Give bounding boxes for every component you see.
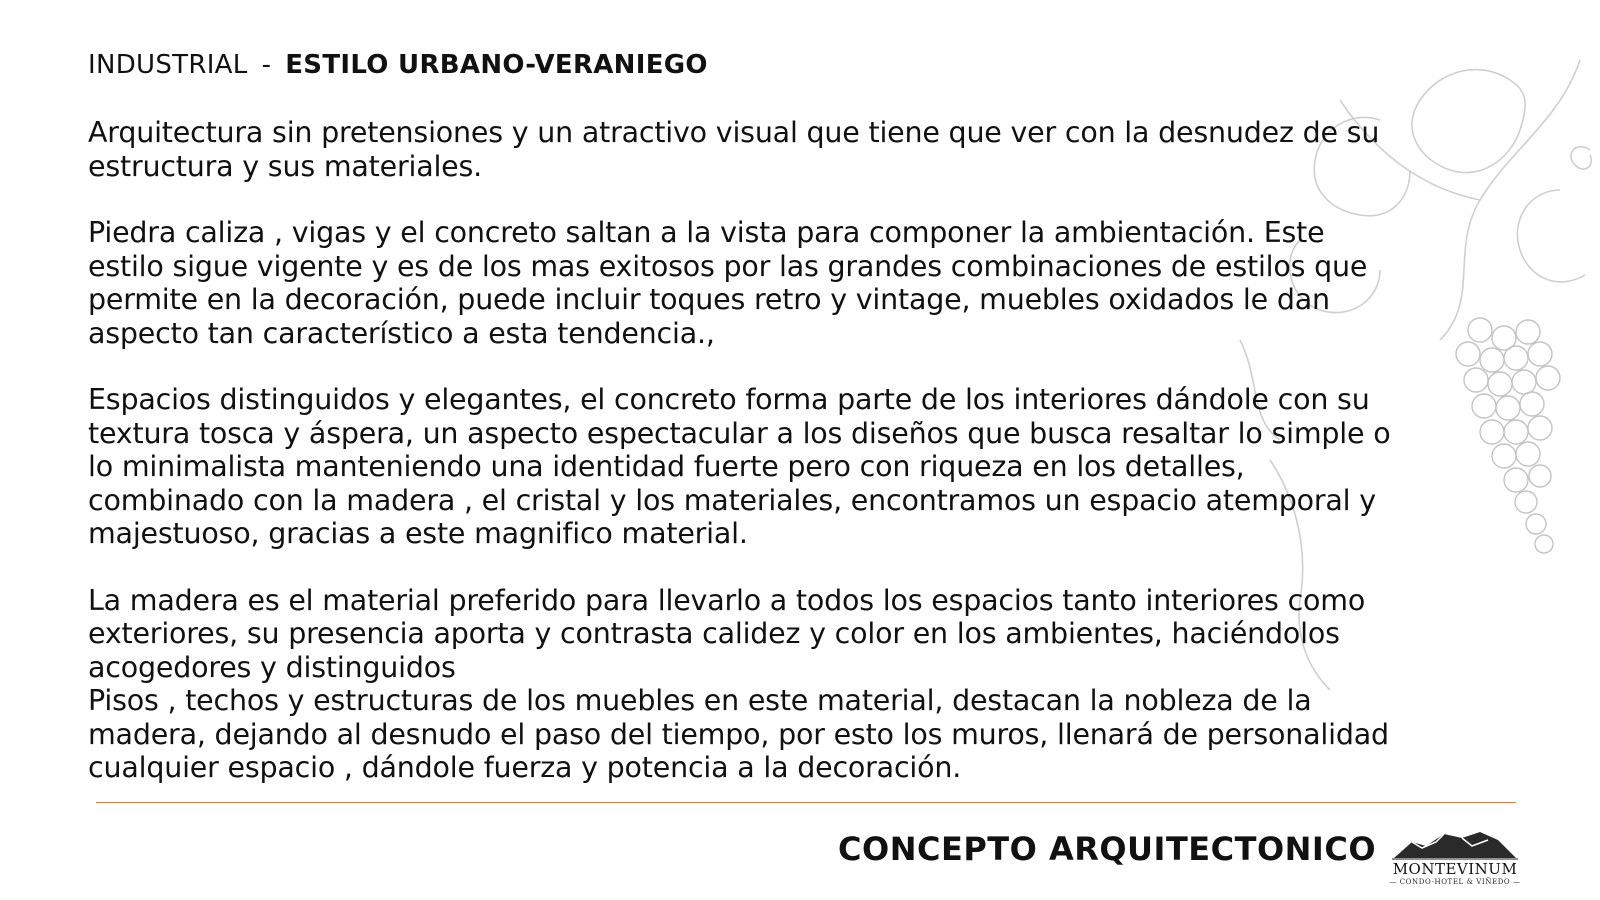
- paragraph-wood: La madera es el material preferido para llevarlo a todos los espacios tanto interiores como exteriores, su presencia aporta y contrasta calidez y color en los ambientes, haciéndolos acogedores y distinguidos: [88, 583, 1366, 684]
- heading-separator: -: [261, 50, 272, 80]
- paragraph-intro: Arquitectura sin pretensiones y un atractivo visual que tiene que ver con la desnudez de su estructura y sus materiales.: [88, 116, 1380, 183]
- paragraph-concrete: Espacios distinguidos y elegantes, el concreto forma parte de los interiores dándole con su textura tosca y áspera, un aspecto espectacular a los diseños que busca resaltar lo simple o lo minimalista manteniendo una identidad fuerte pero con riqueza en los detalles, combinado con la madera , el cristal y los materiales, encontramos un espacio atemporal y majestuoso, gracias a este magnifico material.: [88, 383, 1391, 550]
- paragraph-materials: Piedra caliza , vigas y el concreto saltan a la vista para componer la ambientación. Este estilo sigue vigente y es de los mas exitosos por las grandes combinaciones de estilos que permite en la decoración, puede incluir toques retro y vintage, muebles oxidados le dan aspecto tan característico a esta tendencia.,: [88, 216, 1368, 350]
- footer-divider: [96, 802, 1516, 803]
- style-category: INDUSTRIAL: [88, 50, 248, 80]
- paragraph-floors: Pisos , techos y estructuras de los muebles en este material, destacan la nobleza de la madera, dejando al desnudo el paso del tiempo, por esto los muros, llenará de personalidad cualquier espacio , dándole fuerza y potencia a la decoración.: [88, 684, 1389, 784]
- footer-title: CONCEPTO ARQUITECTONICO: [838, 830, 1377, 868]
- logo-brand-name: MONTEVINUM: [1392, 860, 1518, 878]
- logo-tagline: — CONDO-HOTEL & VIÑEDO —: [1389, 878, 1521, 886]
- montevinum-logo: [1380, 828, 1530, 890]
- slide-heading: [88, 50, 708, 80]
- style-title: ESTILO URBANO-VERANIEGO: [285, 50, 708, 80]
- body-text: [88, 116, 1408, 818]
- mountain-icon: [1392, 828, 1518, 860]
